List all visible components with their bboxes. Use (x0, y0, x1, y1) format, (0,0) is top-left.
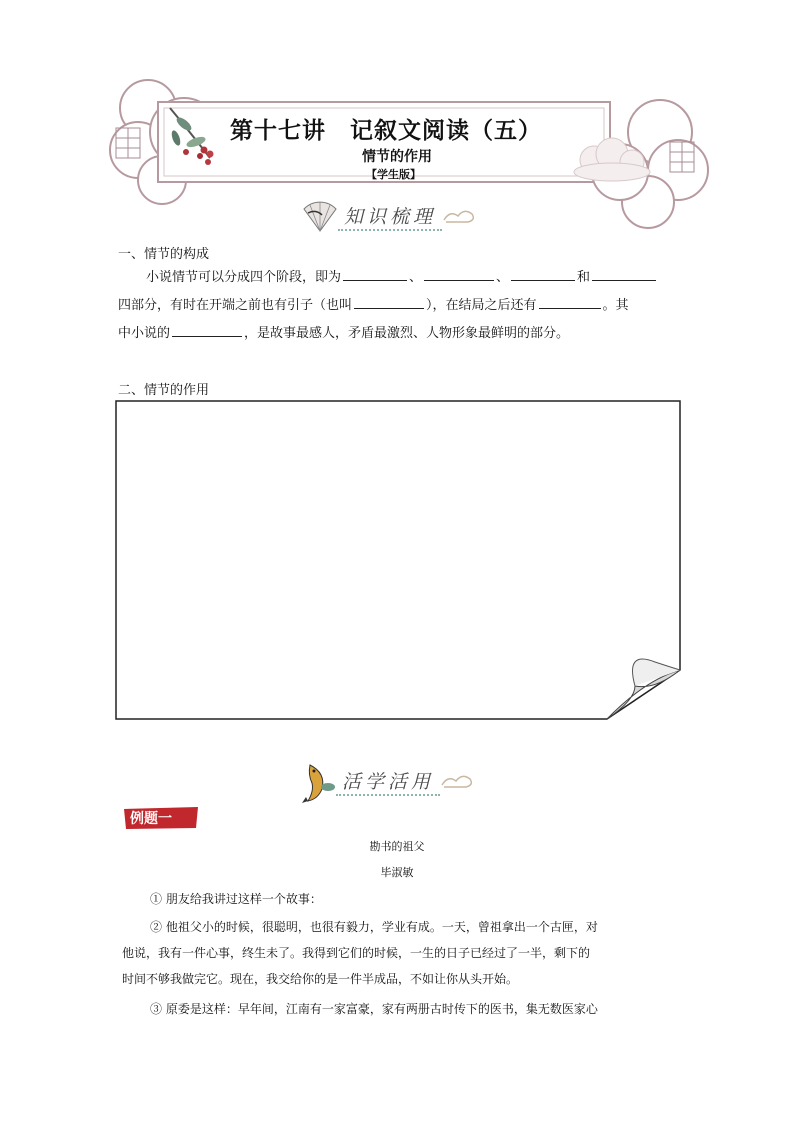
separator: 、 (409, 270, 423, 285)
article-line: 时间不够我做完它。现在，我交给你的是一件半成品，不如让你从头开始。 (122, 972, 519, 986)
folding-fan-icon (302, 199, 338, 233)
edition-label: 【学生版】 (366, 168, 421, 181)
para-text: 和 (577, 270, 591, 285)
practice-banner (300, 758, 474, 804)
article-title: 勘书的祖父 (369, 840, 425, 853)
para-text: 四部分，有时在开端之前也有引子（也叫 (118, 298, 353, 313)
article-line: ② 他祖父小的时候，很聪明，也很有毅力，学业有成。一天，曾祖拿出一个古匣，对 (150, 920, 598, 934)
section-heading-plot-structure: 一、情节的构成 (118, 247, 210, 262)
example-tag (122, 806, 200, 830)
para-text: ），在结局之后还有 (426, 298, 537, 313)
example-tag-text: 例题一 (130, 811, 172, 827)
fill-blank[interactable] (424, 266, 494, 281)
cloud-swirl-icon (442, 206, 476, 226)
fill-blank[interactable] (539, 294, 601, 309)
para-text: 中小说的 (118, 326, 171, 341)
page-title: 第十七讲 记叙文阅读（五） (230, 117, 542, 144)
plot-structure-paragraph (118, 264, 678, 348)
cloud-swirl-icon (440, 771, 474, 791)
koi-fish-icon (300, 759, 336, 803)
practice-banner-text: 活学活用 (336, 767, 440, 796)
knowledge-banner-text: 知识梳理 (338, 202, 442, 231)
article-line: 他说，我有一件心事，终生未了。我得到它们的时候，一生的日子已经过了一半，剩下的 (122, 946, 591, 960)
article-paragraph-1: ① 朋友给我讲过这样一个故事： (150, 892, 322, 906)
fill-blank[interactable] (343, 266, 407, 281)
fill-blank[interactable] (511, 266, 575, 281)
para-text: ，是故事最感人，矛盾最激烈、人物形象最鲜明的部分。 (244, 326, 570, 341)
para-text: 。其 (602, 298, 629, 313)
para-text: 小说情节可以分成四个阶段，即为 (146, 270, 342, 285)
page-subtitle: 情节的作用 (362, 149, 432, 165)
article-paragraph-3: ③ 原委是这样：早年间，江南有一家富豪，家有两册古时传下的医书，集无数医家心 (150, 1002, 598, 1016)
knowledge-banner (302, 196, 476, 236)
article-paragraph-2 (122, 914, 682, 992)
section-heading-plot-function: 二、情节的作用 (118, 383, 210, 398)
separator: 、 (496, 270, 510, 285)
fill-blank[interactable] (354, 294, 424, 309)
article-author: 毕淑敏 (380, 866, 414, 879)
answer-box[interactable] (115, 400, 681, 720)
fill-blank[interactable] (592, 266, 656, 281)
fill-blank[interactable] (172, 322, 242, 337)
